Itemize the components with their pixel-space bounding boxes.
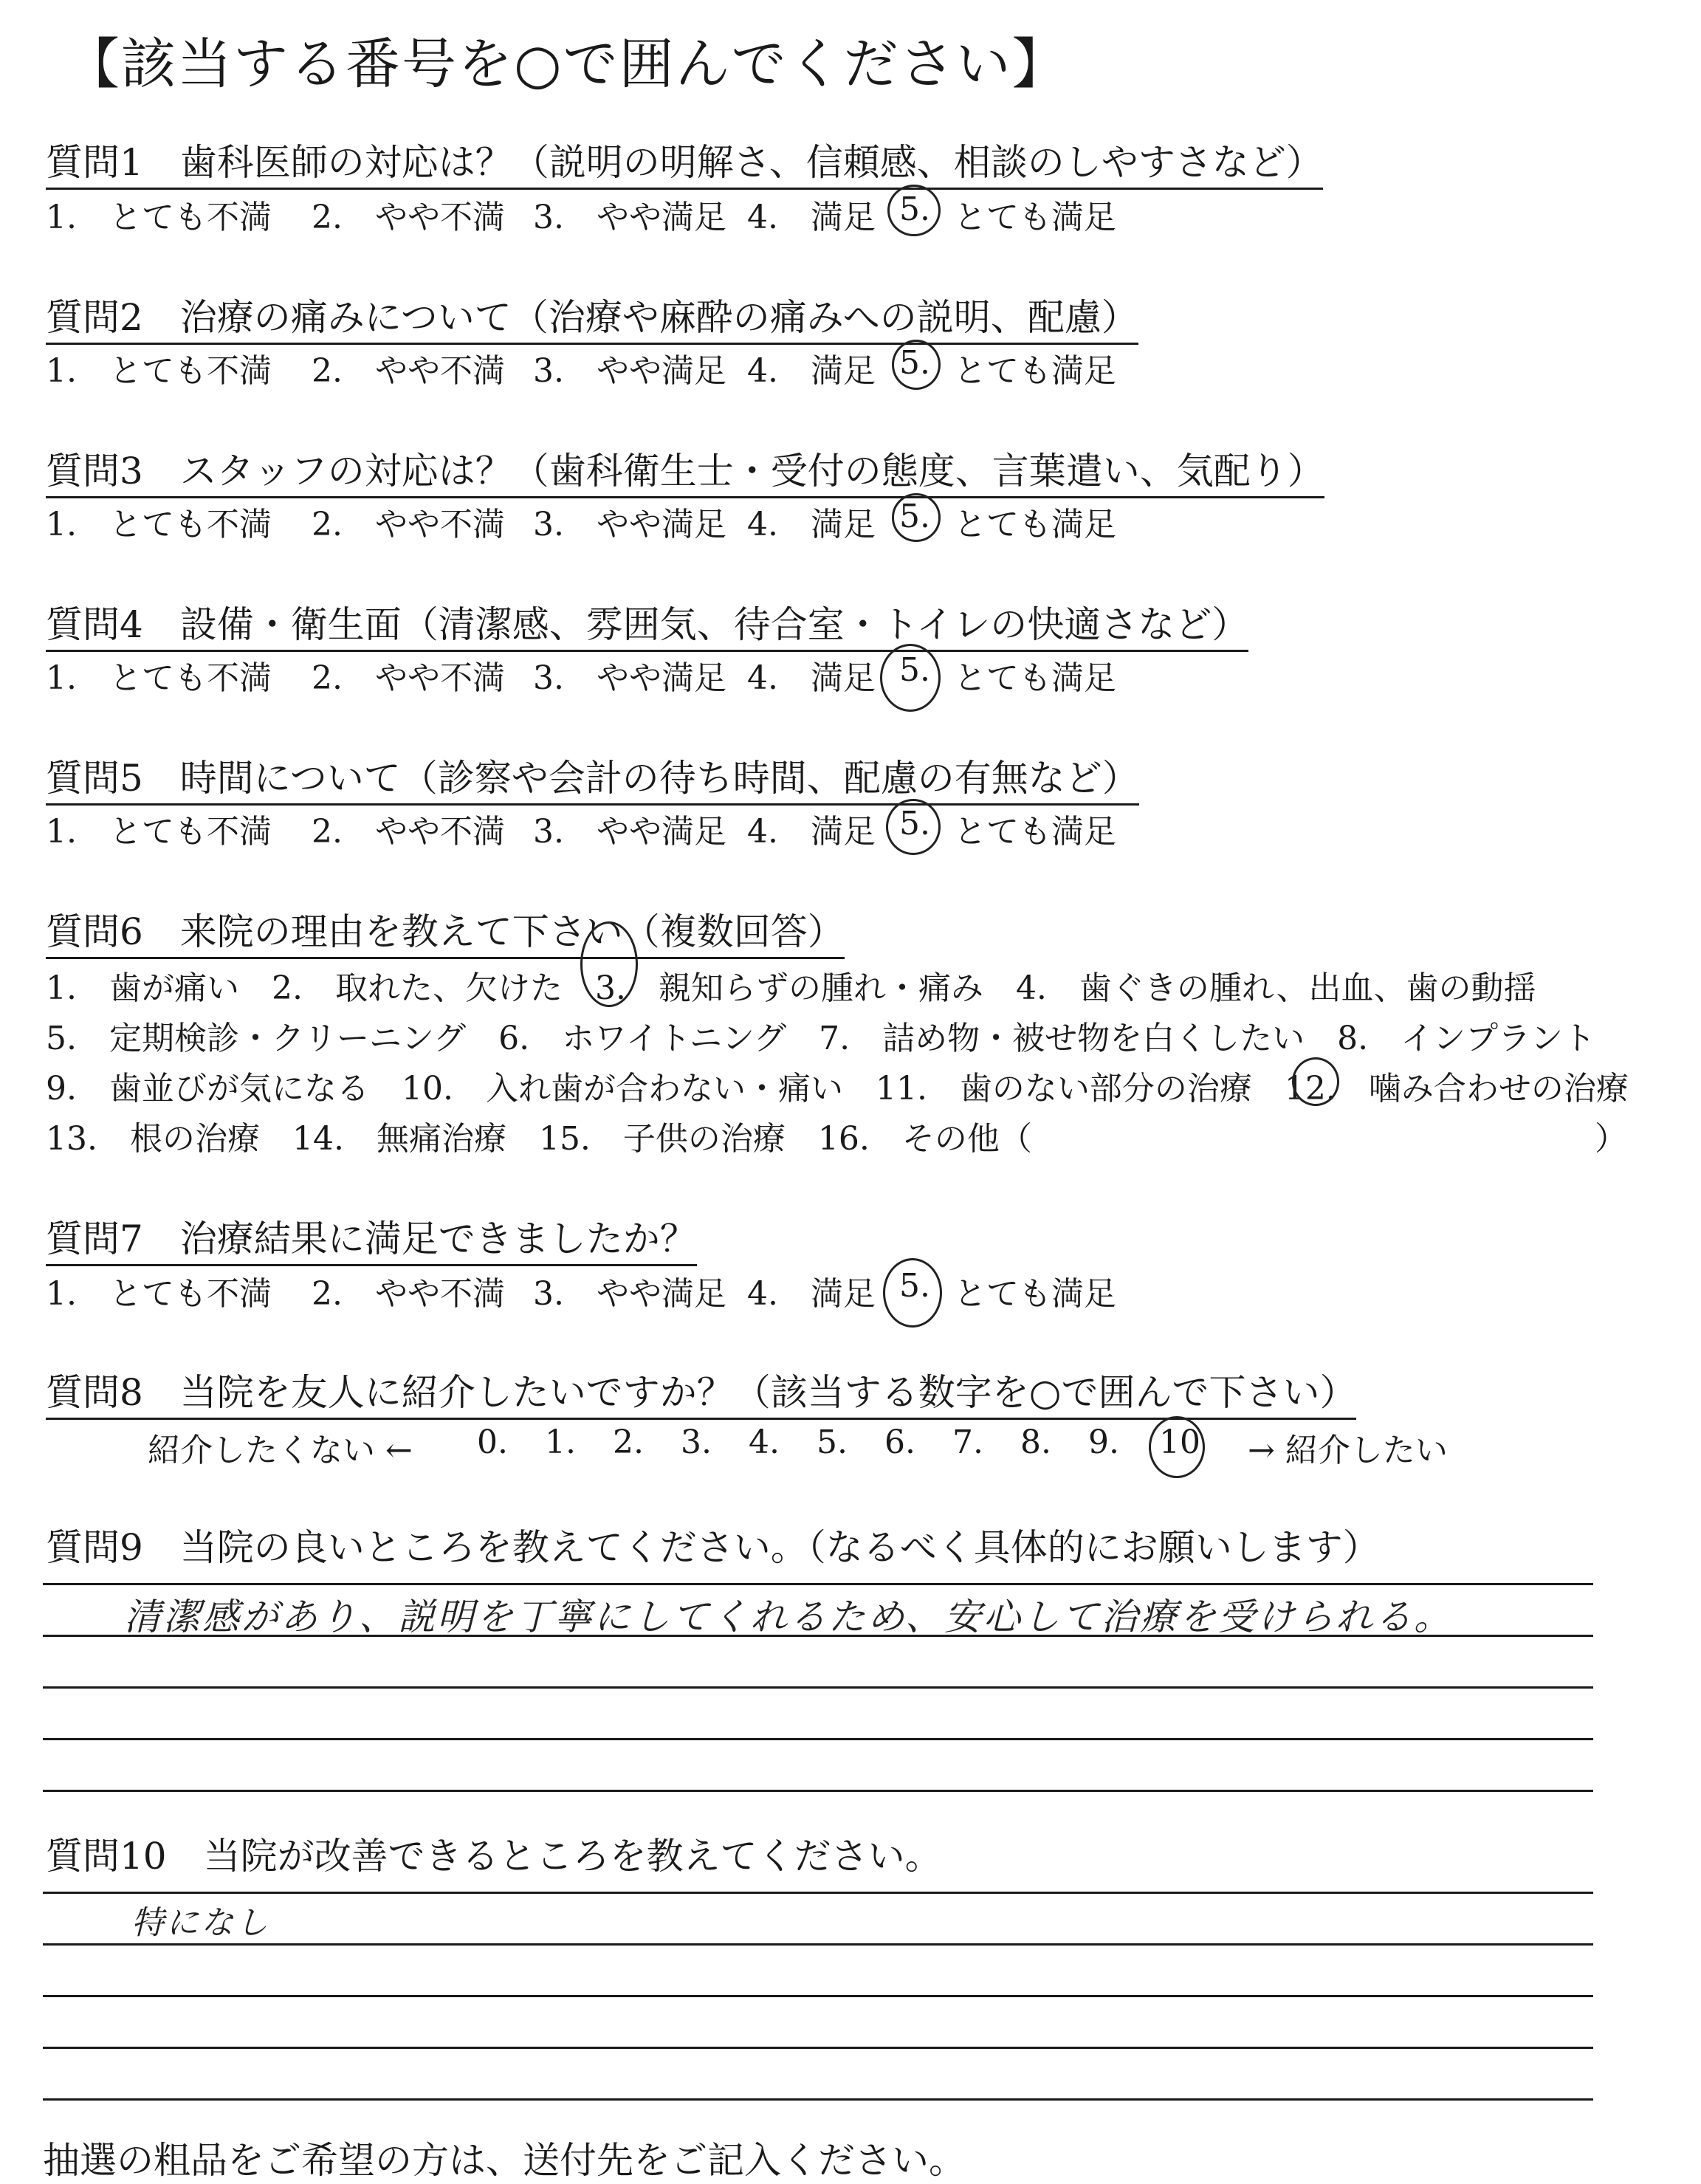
option-5-label: とても満足	[954, 199, 1116, 236]
scale-1[interactable]: 1.	[545, 1424, 576, 1461]
selection-circle-q5	[886, 799, 941, 855]
option-5[interactable]: 5.	[899, 1267, 930, 1305]
question-5-title: 質問5 時間について（診察や会計の待ち時間、配慮の有無など）	[46, 749, 1139, 806]
option-3[interactable]: 3. やや満足	[533, 813, 726, 851]
page-header: 【該当する番号を○で囲んでください】	[65, 32, 1068, 96]
option-2[interactable]: 2. やや不満	[312, 199, 505, 236]
scale-10[interactable]: 10	[1159, 1424, 1200, 1461]
question-2-title: 質問2 治療の痛みについて（治療や麻酔の痛みへの説明、配慮）	[46, 288, 1138, 345]
option-3[interactable]: 3. やや満足	[533, 1275, 726, 1313]
scale-3[interactable]: 3.	[681, 1424, 712, 1461]
question-2-options	[46, 344, 1153, 390]
question-6-options-line-3[interactable]: 9. 歯並びが気になる 10. 入れ歯が合わない・痛い 11. 歯のない部分の治療 12. 噛み合わせの治療	[46, 1070, 1629, 1108]
answer-line	[43, 1943, 1593, 1946]
option-5[interactable]: 5.	[899, 805, 930, 842]
selection-circle-q4	[880, 644, 941, 712]
option-5-label: とても満足	[954, 813, 1116, 851]
option-5[interactable]: 5.	[899, 651, 930, 689]
option-1[interactable]: 1. とても不満	[46, 352, 272, 390]
option-4[interactable]: 4. 満足	[747, 659, 876, 697]
answer-line	[43, 1635, 1593, 1637]
selection-circle-q8	[1149, 1416, 1205, 1478]
question-1-options	[46, 190, 1153, 236]
option-1[interactable]: 1. とても不満	[46, 1275, 272, 1313]
question-7-title: 質問7 治療結果に満足できましたか？	[46, 1209, 697, 1266]
question-6-options-line-4[interactable]: 13. 根の治療 14. 無痛治療 15. 子供の治療 16. その他（	[46, 1120, 1032, 1158]
question-6-options-line-1[interactable]: 1. 歯が痛い 2. 取れた、欠けた 3. 親知らずの腫れ・痛み 4. 歯ぐきの腫れ、出血、歯の動揺	[46, 969, 1536, 1007]
question-3-options	[46, 498, 1153, 543]
question-4-title: 質問4 設備・衛生面（清潔感、雰囲気、待合室・トイレの快適さなど）	[46, 595, 1248, 652]
answer-line	[43, 1686, 1593, 1689]
answer-line	[43, 1995, 1593, 1997]
scale-7[interactable]: 7.	[952, 1424, 983, 1461]
selection-circle-q6-3	[580, 921, 638, 1007]
question-1-title: 質問1 歯科医師の対応は？（説明の明解さ、信頼感、相談のしやすさなど）	[46, 133, 1323, 190]
option-5[interactable]: 5.	[899, 498, 930, 535]
option-1[interactable]: 1. とても不満	[46, 659, 272, 697]
scale-9[interactable]: 9.	[1088, 1424, 1119, 1461]
option-4[interactable]: 4. 満足	[747, 199, 876, 236]
question-6-title: 質問6 来院の理由を教えて下さい（複数回答）	[46, 902, 845, 959]
answer-line	[43, 1738, 1593, 1740]
option-3[interactable]: 3. やや満足	[533, 199, 726, 236]
option-4[interactable]: 4. 満足	[747, 352, 876, 390]
option-1[interactable]: 1. とても不満	[46, 199, 272, 236]
option-4[interactable]: 4. 満足	[747, 813, 876, 851]
question-10-answer[interactable]: 特になし	[131, 1904, 270, 1942]
question-6-options-line-2[interactable]: 5. 定期検診・クリーニング 6. ホワイトニング 7. 詰め物・被せ物を白くしたい 8. インプラント	[46, 1020, 1596, 1057]
question-9-answer[interactable]: 清潔感があり、説明を丁寧にしてくれるため、安心して治療を受けられる。	[124, 1596, 1453, 1638]
option-5-label: とても満足	[954, 1275, 1116, 1313]
option-4[interactable]: 4. 満足	[747, 506, 876, 543]
option-2[interactable]: 2. やや不満	[312, 352, 505, 390]
scale-4[interactable]: 4.	[749, 1424, 780, 1461]
option-5-label: とても満足	[954, 506, 1116, 543]
answer-line	[43, 2047, 1593, 2049]
question-9-title: 質問9 当院の良いところを教えてください。（なるべく具体的にお願いします）	[46, 1526, 1380, 1569]
footer-note: 抽選の粗品をご希望の方は、送付先をご記入ください。	[43, 2139, 966, 2182]
scale-6[interactable]: 6.	[884, 1424, 915, 1461]
selection-circle-q1	[887, 185, 941, 236]
question-8-scale	[148, 1424, 1477, 1469]
option-3[interactable]: 3. やや満足	[533, 352, 726, 390]
option-2[interactable]: 2. やや不満	[312, 506, 505, 543]
option-1[interactable]: 1. とても不満	[46, 813, 272, 851]
option-3[interactable]: 3. やや満足	[533, 506, 726, 543]
option-2[interactable]: 2. やや不満	[312, 659, 505, 697]
option-5-label: とても満足	[954, 352, 1116, 390]
question-8-title: 質問8 当院を友人に紹介したいですか？（該当する数字を○で囲んで下さい）	[46, 1363, 1356, 1420]
answer-line	[43, 1790, 1593, 1792]
option-1[interactable]: 1. とても不満	[46, 506, 272, 543]
scale-8[interactable]: 8.	[1020, 1424, 1051, 1461]
question-4-options	[46, 651, 1153, 697]
selection-circle-q3	[892, 493, 941, 542]
selection-circle-q7	[883, 1258, 942, 1328]
option-3[interactable]: 3. やや満足	[533, 659, 726, 697]
option-5[interactable]: 5.	[899, 190, 930, 228]
question-6-other-close: ）	[1595, 1120, 1627, 1158]
option-4[interactable]: 4. 満足	[747, 1275, 876, 1313]
question-3-title: 質問3 スタッフの対応は？（歯科衛生士・受付の態度、言葉遣い、気配り）	[46, 442, 1324, 498]
option-5[interactable]: 5.	[899, 344, 930, 382]
scale-2[interactable]: 2.	[613, 1424, 644, 1461]
selection-circle-q6-12	[1292, 1057, 1339, 1106]
scale-low-label: 紹介したくない ←	[148, 1432, 413, 1469]
scale-5[interactable]: 5.	[817, 1424, 848, 1461]
answer-line	[43, 1583, 1593, 1585]
answer-line	[43, 2098, 1593, 2101]
question-5-options	[46, 805, 1153, 851]
option-2[interactable]: 2. やや不満	[312, 813, 505, 851]
selection-circle-q2	[892, 340, 941, 390]
option-2[interactable]: 2. やや不満	[312, 1275, 505, 1313]
question-7-options	[46, 1267, 1153, 1313]
answer-line	[43, 1892, 1593, 1894]
option-5-label: とても満足	[954, 659, 1116, 697]
question-10-title: 質問10 当院が改善できるところを教えてください。	[46, 1835, 942, 1878]
scale-high-label: → 紹介したい	[1248, 1432, 1448, 1469]
scale-0[interactable]: 0.	[477, 1424, 508, 1461]
